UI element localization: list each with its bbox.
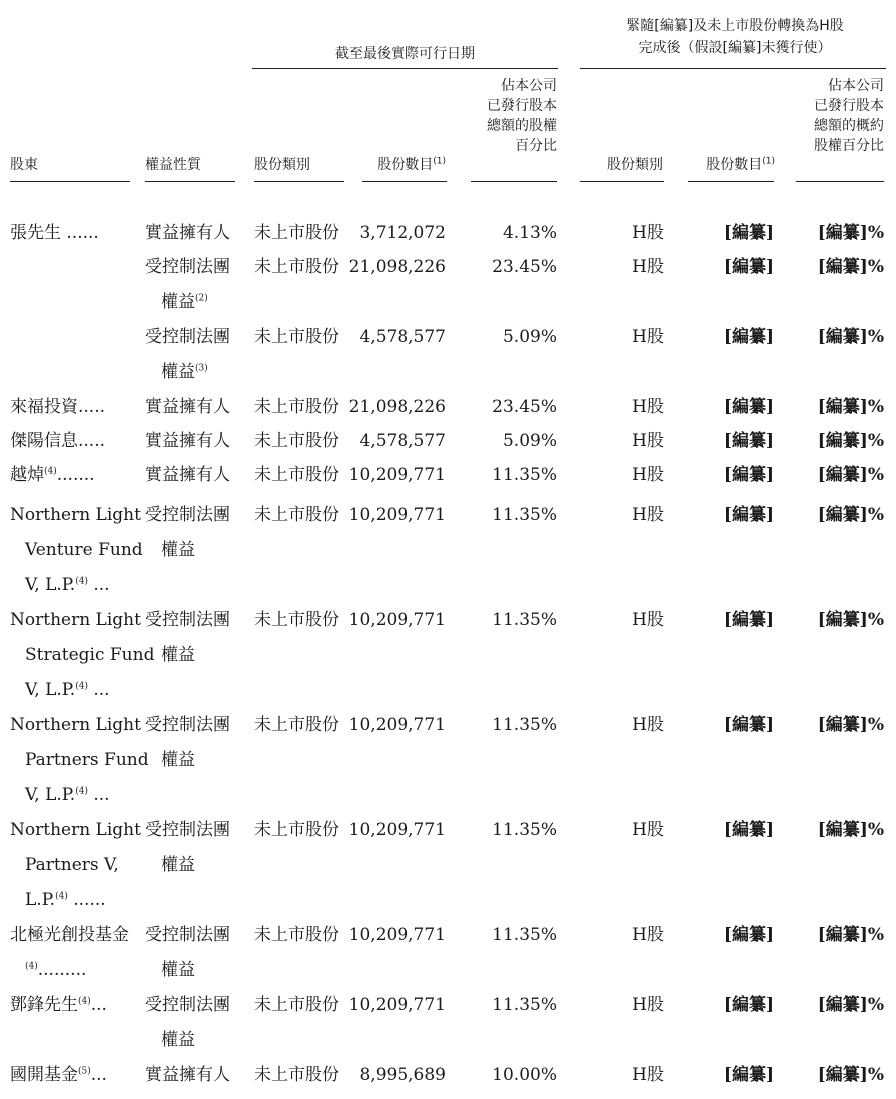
footnote-marker: (4) <box>55 891 68 902</box>
col-rule-pct-after <box>796 181 884 182</box>
shareholder-name-line: V, L.P.$^{(4)}$ ... <box>25 785 110 805</box>
share-class-after: H股 <box>632 820 664 840</box>
interest-nature: 受控制法團 <box>145 925 230 945</box>
interest-nature: 受控制法團 <box>145 610 230 630</box>
footnote-marker: (3) <box>195 363 208 374</box>
shareholding-pct-after-redacted: [編纂]% <box>817 223 884 243</box>
interest-nature: 實益擁有人 <box>145 397 230 417</box>
shareholding-pct-after-redacted: [編纂]% <box>817 505 884 525</box>
share-number-current: 10,209,771 <box>348 820 446 840</box>
shareholder-name-line: Northern Light <box>10 820 141 840</box>
share-class-after: H股 <box>632 505 664 525</box>
share-class-current: 未上市股份 <box>254 820 339 840</box>
shareholder-name-line: Partners V, <box>25 855 119 875</box>
interest-nature: 權益 <box>161 960 195 980</box>
share-number-after-redacted: [編纂] <box>723 257 774 277</box>
footnote-marker: (4) <box>75 681 88 692</box>
shareholding-pct-current: 11.35% <box>492 610 557 630</box>
shareholder-name: 張先生 ...... <box>10 223 99 243</box>
shareholding-pct-current: 11.35% <box>492 820 557 840</box>
shareholding-pct-current: 5.09% <box>502 327 557 347</box>
shareholder-name: 傑陽信息..... <box>10 431 106 451</box>
interest-nature: 實益擁有人 <box>145 465 230 485</box>
footnote-marker: (4) <box>75 786 88 797</box>
shareholding-pct-after-redacted: [編纂]% <box>817 465 884 485</box>
shareholding-pct-current: 11.35% <box>492 715 557 735</box>
pct-header-line: 百分比 <box>515 138 557 154</box>
share-number-after-redacted: [編纂] <box>723 223 774 243</box>
share-class-current: 未上市股份 <box>254 327 339 347</box>
interest-nature: 實益擁有人 <box>145 223 230 243</box>
shareholding-pct-current: 5.09% <box>502 431 557 451</box>
shareholder-name-line: L.P.$^{(4)}$ ...... <box>25 890 106 910</box>
share-number-current: 8,995,689 <box>359 1065 446 1085</box>
col-rule-class-current <box>254 181 344 182</box>
interest-nature: 實益擁有人 <box>145 1065 230 1085</box>
col-rule-number-after <box>688 181 774 182</box>
shareholding-pct-after-redacted: [編纂]% <box>817 397 884 417</box>
group-rule-after <box>580 68 886 69</box>
pct-header-line: 總額的股權 <box>487 118 557 134</box>
share-class-current: 未上市股份 <box>254 1065 339 1085</box>
pct-header-line: 總額的概約 <box>814 118 884 134</box>
share-number-after-redacted: [編纂] <box>723 327 774 347</box>
share-class-after: H股 <box>632 465 664 485</box>
share-class-current: 未上市股份 <box>254 715 339 735</box>
shareholding-pct-current: 23.45% <box>492 397 557 417</box>
share-number-current: 21,098,226 <box>348 257 446 277</box>
share-number-current: 10,209,771 <box>348 610 446 630</box>
shareholding-pct-after-redacted: [編纂]% <box>817 715 884 735</box>
shareholder-name-line: V, L.P.$^{(4)}$ ... <box>25 680 110 700</box>
col-header-nature: 權益性質 <box>145 157 201 173</box>
share-number-current: 10,209,771 <box>348 995 446 1015</box>
share-number-after-redacted: [編纂] <box>723 397 774 417</box>
interest-nature: 權益$^{(2)}$ <box>161 292 208 312</box>
pct-header-line: 佔本公司 <box>828 78 884 94</box>
share-number-current: 10,209,771 <box>348 925 446 945</box>
interest-nature: 實益擁有人 <box>145 431 230 451</box>
shareholder-name-line: Partners Fund <box>25 750 149 770</box>
share-class-after: H股 <box>632 327 664 347</box>
note-marker: (1) <box>762 156 775 167</box>
shareholding-pct-current: 10.00% <box>492 1065 557 1085</box>
col-header-number-after-text: 股份數目 <box>706 157 763 173</box>
shareholding-pct-after-redacted: [編纂]% <box>817 431 884 451</box>
share-number-current: 4,578,577 <box>359 431 446 451</box>
share-class-current: 未上市股份 <box>254 465 339 485</box>
share-class-current: 未上市股份 <box>254 223 339 243</box>
footnote-marker: (4) <box>44 466 57 477</box>
share-number-after-redacted: [編纂] <box>723 715 774 735</box>
col-rule-class-after <box>580 181 664 182</box>
share-number-after-redacted: [編纂] <box>723 995 774 1015</box>
shareholder-name: 來福投資..... <box>10 397 106 417</box>
share-number-after-redacted: [編纂] <box>723 1065 774 1085</box>
interest-nature: 受控制法團 <box>145 327 230 347</box>
group-header-after-line1: 緊隨[編纂]及未上市股份轉換為H股 <box>626 18 844 34</box>
col-header-pct-after <box>790 76 884 156</box>
interest-nature: 受控制法團 <box>145 505 230 525</box>
shareholding-pct-after-redacted: [編纂]% <box>817 610 884 630</box>
share-number-after-redacted: [編纂] <box>723 465 774 485</box>
interest-nature: 受控制法團 <box>145 995 230 1015</box>
interest-nature: 權益 <box>161 750 195 770</box>
interest-nature: 權益 <box>161 540 195 560</box>
interest-nature: 受控制法團 <box>145 257 230 277</box>
shareholding-pct-after-redacted: [編纂]% <box>817 1065 884 1085</box>
footnote-marker: (4) <box>78 996 91 1007</box>
share-class-after: H股 <box>632 925 664 945</box>
col-header-shareholder: 股東 <box>10 157 38 173</box>
share-class-after: H股 <box>632 715 664 735</box>
share-class-current: 未上市股份 <box>254 505 339 525</box>
shareholder-name-line: 北極光創投基金 <box>10 925 129 945</box>
interest-nature: 受控制法團 <box>145 715 230 735</box>
share-number-after-redacted: [編纂] <box>723 610 774 630</box>
shareholder-name-line: Northern Light <box>10 610 141 630</box>
col-rule-pct-current <box>471 181 557 182</box>
shareholder-name-line: V, L.P.$^{(4)}$ ... <box>25 575 110 595</box>
share-class-after: H股 <box>632 995 664 1015</box>
share-class-after: H股 <box>632 1065 664 1085</box>
col-header-class-after: 股份類別 <box>607 157 663 173</box>
shareholding-pct-current: 11.35% <box>492 925 557 945</box>
shareholding-pct-current: 23.45% <box>492 257 557 277</box>
share-class-after: H股 <box>632 397 664 417</box>
pct-header-line: 已發行股本 <box>814 98 884 114</box>
shareholder-name-line: Venture Fund <box>25 540 143 560</box>
share-number-after-redacted: [編纂] <box>723 431 774 451</box>
footnote-marker: (4) <box>75 576 88 587</box>
footnote-marker: (4) <box>25 961 38 972</box>
shareholding-pct-after-redacted: [編纂]% <box>817 995 884 1015</box>
share-number-current: 10,209,771 <box>348 465 446 485</box>
share-class-after: H股 <box>632 223 664 243</box>
col-rule-number-current <box>362 181 447 182</box>
share-class-after: H股 <box>632 610 664 630</box>
shareholding-pct-after-redacted: [編纂]% <box>817 257 884 277</box>
shareholder-name-line: Strategic Fund <box>25 645 155 665</box>
shareholding-pct-current: 11.35% <box>492 995 557 1015</box>
share-class-current: 未上市股份 <box>254 397 339 417</box>
share-number-after-redacted: [編纂] <box>723 925 774 945</box>
group-header-current: 截至最後實際可行日期 <box>335 46 475 62</box>
interest-nature: 權益 <box>161 855 195 875</box>
shareholder-name: 越焯$^{(4)}$....... <box>10 465 95 485</box>
interest-nature: 權益 <box>161 645 195 665</box>
group-rule-current <box>252 68 558 69</box>
col-rule-shareholder <box>10 181 130 182</box>
share-class-current: 未上市股份 <box>254 431 339 451</box>
share-number-current: 10,209,771 <box>348 505 446 525</box>
share-class-current: 未上市股份 <box>254 925 339 945</box>
shareholder-name-line: Northern Light <box>10 715 141 735</box>
share-class-after: H股 <box>632 257 664 277</box>
pct-header-line: 已發行股本 <box>487 98 557 114</box>
note-marker: (1) <box>433 156 446 167</box>
share-class-current: 未上市股份 <box>254 610 339 630</box>
footnote-marker: (2) <box>195 293 208 304</box>
shareholding-pct-after-redacted: [編纂]% <box>817 820 884 840</box>
share-number-current: 3,712,072 <box>359 223 446 243</box>
shareholder-name: 國開基金$^{(5)}$... <box>10 1065 107 1085</box>
col-header-class-current: 股份類別 <box>254 157 310 173</box>
interest-nature: 權益$^{(3)}$ <box>161 362 208 382</box>
shareholding-pct-current: 11.35% <box>492 465 557 485</box>
pct-header-line: 佔本公司 <box>501 78 557 94</box>
share-number-after-redacted: [編纂] <box>723 505 774 525</box>
share-number-current: 21,098,226 <box>348 397 446 417</box>
col-header-number-current <box>360 155 446 175</box>
interest-nature: 權益 <box>161 1030 195 1050</box>
interest-nature: 受控制法團 <box>145 820 230 840</box>
shareholding-pct-current: 4.13% <box>502 223 557 243</box>
col-header-number-after <box>685 155 775 175</box>
shareholding-pct-current: 11.35% <box>492 505 557 525</box>
col-header-pct-current <box>465 76 557 156</box>
pct-header-line: 股權百分比 <box>814 138 884 154</box>
footnote-marker: (5) <box>78 1066 91 1077</box>
col-rule-nature <box>145 181 235 182</box>
share-number-after-redacted: [編纂] <box>723 820 774 840</box>
share-class-current: 未上市股份 <box>254 257 339 277</box>
shareholder-name-line: $^{(4)}$......... <box>25 960 87 980</box>
shareholding-pct-after-redacted: [編纂]% <box>817 925 884 945</box>
group-header-after-line2: 完成後（假設[編纂]未獲行使） <box>638 40 832 56</box>
shareholding-pct-after-redacted: [編纂]% <box>817 327 884 347</box>
shareholder-name: 鄧鋒先生$^{(4)}$... <box>10 995 107 1015</box>
col-header-number-current-text: 股份數目 <box>377 157 434 173</box>
share-class-after: H股 <box>632 431 664 451</box>
share-number-current: 10,209,771 <box>348 715 446 735</box>
shareholder-name-line: Northern Light <box>10 505 141 525</box>
share-class-current: 未上市股份 <box>254 995 339 1015</box>
share-number-current: 4,578,577 <box>359 327 446 347</box>
